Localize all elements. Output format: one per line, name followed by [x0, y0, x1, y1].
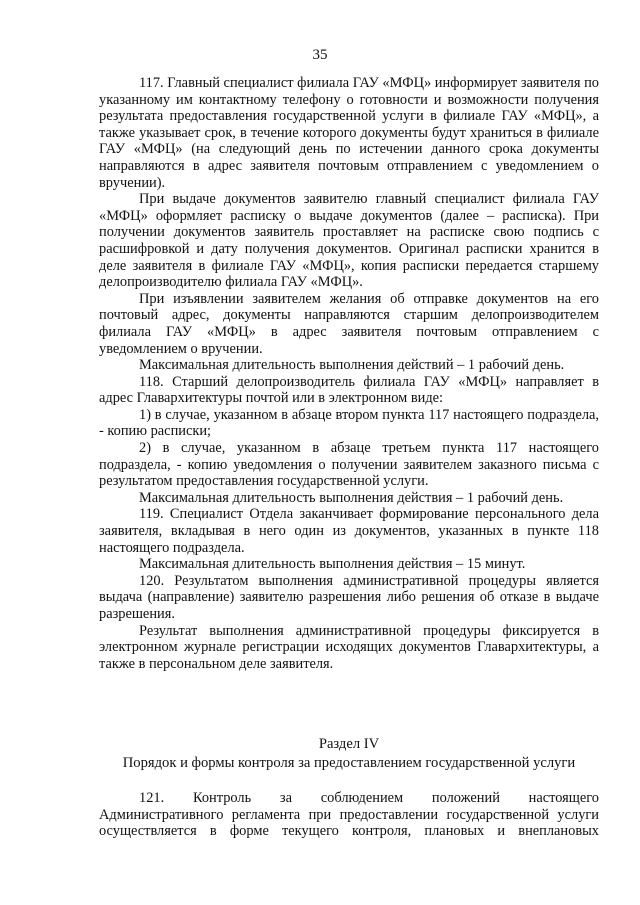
section-title: Раздел IV: [318, 736, 380, 752]
paragraph-postal: При изъявлении заявителем желания об отправке документов на его почтовый адрес, документы направляются старшим делопроизводителем филиала ГАУ «МФЦ» в адрес заявителя почтовым отправлением с уведомлением о вручении.: [99, 290, 599, 357]
paragraph-121-line-2: Административного регламента при предоставлении государственной услуги: [99, 806, 599, 823]
paragraph-121-line-3: осуществляется в форме текущего контроля, плановых и внеплановых: [99, 823, 599, 840]
section-subtitle: Порядок и формы контроля за предоставлением государственной услуги: [122, 755, 576, 771]
paragraph-121: [99, 790, 599, 840]
paragraph-117: 117. Главный специалист филиала ГАУ «МФЦ» информирует заявителя по указанному им контактному телефону о готовности и возможности получения результата предоставления государственной услуги в филиале ГАУ «МФЦ», а также указывает срок, в течение которого документы будут храниться в филиале ГАУ «МФЦ» (на следующий день по истечении данного срока документы направляются в адрес заявителя почтовым отправлением с уведомлением о вручении).: [99, 75, 599, 191]
paragraph-duration-3: Максимальная длительность выполнения действия – 15 минут.: [139, 556, 526, 573]
paragraph-118-item-1: 1) в случае, указанном в абзаце втором пункта 117 настоящего подраздела, - копию расписки;: [99, 406, 599, 440]
document-body: [99, 75, 599, 672]
paragraph-120: 120. Результатом выполнения административной процедуры является выдача (направление) заявителю разрешения либо решения об отказе в выдаче разрешения.: [99, 572, 599, 622]
paragraph-118: 118. Старший делопроизводитель филиала ГАУ «МФЦ» направляет в адрес Главархитектуры почтой или в электронном виде:: [99, 373, 599, 407]
paragraph-receipt: При выдаче документов заявителю главный специалист филиала ГАУ «МФЦ» оформляет расписку о выдаче документов (далее – расписка). При получении документов заявитель проставляет на расписке свою подпись с расшифровкой и дату получения документов. Оригинал расписки хранится в деле заявителя в филиале ГАУ «МФЦ», копия расписки передается старшему делопроизводителю филиала ГАУ «МФЦ».: [99, 191, 599, 291]
paragraph-duration-1: Максимальная длительность выполнения действий – 1 рабочий день.: [139, 357, 565, 374]
page-number: 35: [312, 47, 328, 63]
paragraph-duration-2: Максимальная длительность выполнения действия – 1 рабочий день.: [139, 489, 564, 506]
paragraph-118-item-2: 2) в случае, указанном в абзаце третьем пункта 117 настоящего подраздела, - копию уведомления о получении заявителем заказного письма с результатом предоставления государственной услуги.: [99, 440, 599, 490]
paragraph-119: 119. Специалист Отдела заканчивает формирование персонального дела заявителя, вкладывая в него один из документов, указанных в пункте 118 настоящего подраздела.: [99, 506, 599, 556]
paragraph-121-line-1: 121. Контроль за соблюдением положений настоящего: [139, 790, 599, 806]
paragraph-result: Результат выполнения административной процедуры фиксируется в электронном журнале регистрации исходящих документов Главархитектуры, а также в персональном деле заявителя.: [99, 622, 599, 672]
